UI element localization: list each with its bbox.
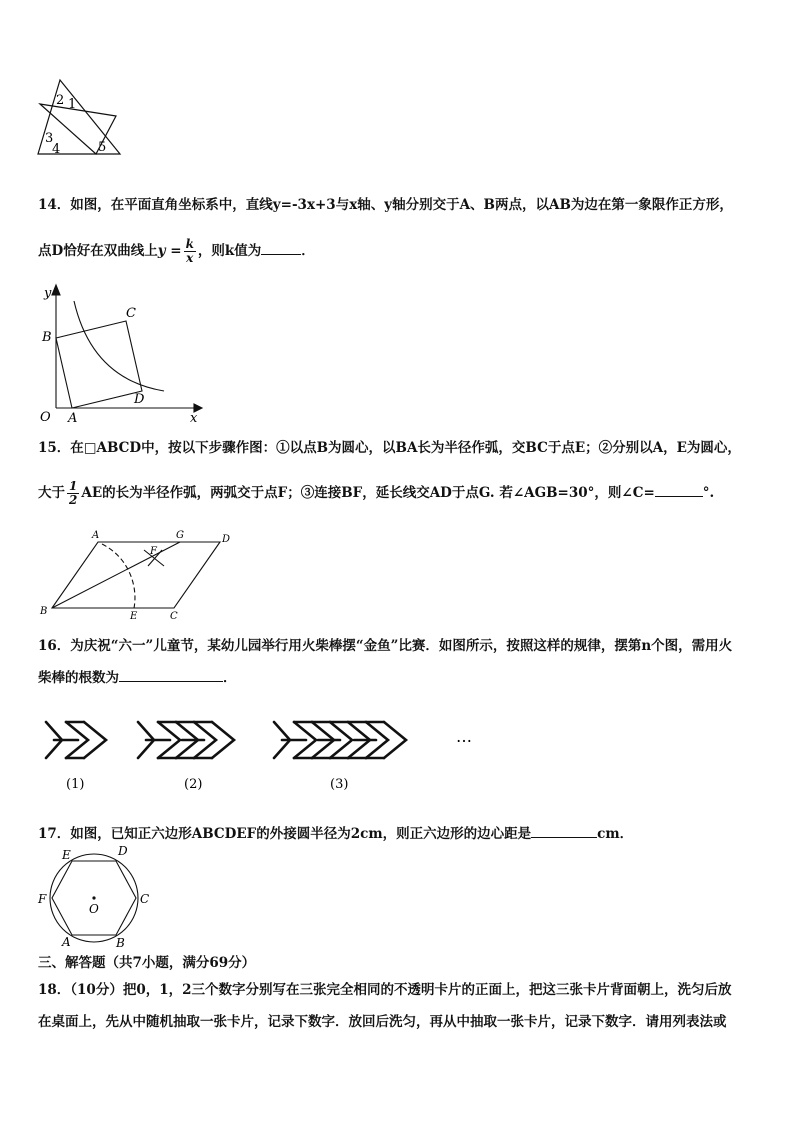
label-x: x bbox=[190, 411, 198, 426]
angle-label-1: 1 bbox=[68, 97, 77, 112]
label-F: F bbox=[150, 546, 157, 557]
q15-text-pre: 大于 bbox=[38, 485, 65, 501]
q16-text: 柴棒的根数为 bbox=[38, 670, 119, 686]
q16-answer-blank bbox=[119, 667, 223, 682]
ellipsis: … bbox=[456, 727, 472, 746]
q15-line2 bbox=[38, 480, 714, 507]
q15-frac-num: 1 bbox=[69, 479, 78, 493]
q14-line2 bbox=[38, 238, 315, 265]
q18-line2: 在桌面上，先从中随机抽取一张卡片，记录下数字．放回后洗匀，再从中抽取一张卡片，记录下数字．请用列表法或 bbox=[38, 1014, 727, 1030]
label-D: D bbox=[222, 534, 231, 545]
label-G: G bbox=[176, 530, 184, 541]
angle-figure bbox=[36, 78, 126, 160]
q14-line1: 14．如图，在平面直角坐标系中，直线y=-3x+3与x轴、y轴分别交于A、B两点，以AB为边在第一象限作正方形， bbox=[38, 197, 733, 213]
q17-line1 bbox=[38, 822, 633, 842]
section-heading: 三、解答题（共7小题，满分69分） bbox=[38, 955, 256, 971]
angle-label-5: 5 bbox=[98, 140, 107, 155]
label-B: B bbox=[116, 936, 125, 950]
q15-end: °. bbox=[702, 485, 715, 501]
q14-text: 点D恰好在双曲线上 bbox=[38, 243, 158, 259]
q16-matchstick-fish-figure bbox=[40, 712, 480, 796]
q14-answer-blank bbox=[261, 240, 301, 255]
label-C: C bbox=[140, 892, 150, 906]
q15-line1: 15．在□ABCD中，按以下步骤作图：①以点B为圆心，以BA长为半径作弧，交BC于点E；②分别以A，E为圆心， bbox=[38, 440, 741, 456]
q16-end: ． bbox=[223, 670, 237, 686]
q14-eq-lhs: y = bbox=[157, 243, 182, 259]
fish-2 bbox=[138, 722, 234, 758]
label-O: O bbox=[40, 410, 51, 425]
label-A: A bbox=[62, 935, 71, 949]
label-B: B bbox=[42, 330, 52, 345]
label-D: D bbox=[118, 844, 128, 858]
label-C: C bbox=[170, 611, 178, 622]
label-B: B bbox=[40, 606, 48, 617]
q14-frac-den: x bbox=[186, 251, 194, 265]
q16-line2 bbox=[38, 666, 237, 686]
q15-fraction bbox=[67, 480, 79, 507]
fish-label-3: (3) bbox=[330, 777, 349, 792]
q17-hexagon-figure bbox=[36, 843, 156, 949]
q15-answer-blank bbox=[655, 482, 703, 497]
fish-3 bbox=[274, 722, 406, 758]
q14-fraction bbox=[184, 238, 196, 265]
fish-1 bbox=[46, 722, 106, 758]
label-y: y bbox=[44, 286, 52, 301]
label-O: O bbox=[89, 902, 99, 916]
q14-frac-num: k bbox=[185, 237, 194, 251]
q14-end: ． bbox=[301, 243, 315, 259]
label-E: E bbox=[130, 611, 138, 622]
q14-coordinate-figure bbox=[36, 283, 206, 426]
q17-answer-blank bbox=[531, 823, 597, 838]
q17-end: cm． bbox=[597, 826, 634, 842]
fish-label-1: (1) bbox=[66, 777, 85, 792]
label-A: A bbox=[68, 411, 78, 426]
q17-text: 17．如图，已知正六边形ABCDEF的外接圆半径为2cm，则正六边形的边心距是 bbox=[38, 826, 532, 842]
q16-line1: 16．为庆祝“六一”儿童节，某幼儿园举行用火柴棒摆“金鱼”比赛．如图所示，按照这样的规律，摆第n个图，需用火 bbox=[38, 638, 733, 654]
q18-line1: 18．（10分）把0，1，2三个数字分别写在三张完全相同的不透明卡片的正面上，把这三张卡片背面朝上，洗匀后放 bbox=[38, 982, 732, 998]
q15-frac-den: 2 bbox=[69, 493, 78, 507]
q14-text-post: ，则k值为 bbox=[197, 243, 262, 259]
center-point bbox=[92, 896, 95, 899]
label-E: E bbox=[62, 848, 71, 862]
q15-parallelogram-figure bbox=[38, 528, 238, 624]
label-F: F bbox=[38, 892, 47, 906]
fish-label-2: (2) bbox=[184, 777, 203, 792]
label-C: C bbox=[126, 306, 136, 321]
label-D: D bbox=[134, 392, 145, 407]
label-A: A bbox=[92, 530, 100, 541]
q15-text-post: AE的长为半径作弧，两弧交于点F；③连接BF，延长线交AD于点G. 若∠AGB=30°，则∠C= bbox=[81, 485, 655, 501]
angle-label-4: 4 bbox=[52, 142, 61, 157]
angle-label-3: 3 bbox=[45, 131, 54, 146]
angle-label-2: 2 bbox=[56, 93, 65, 108]
